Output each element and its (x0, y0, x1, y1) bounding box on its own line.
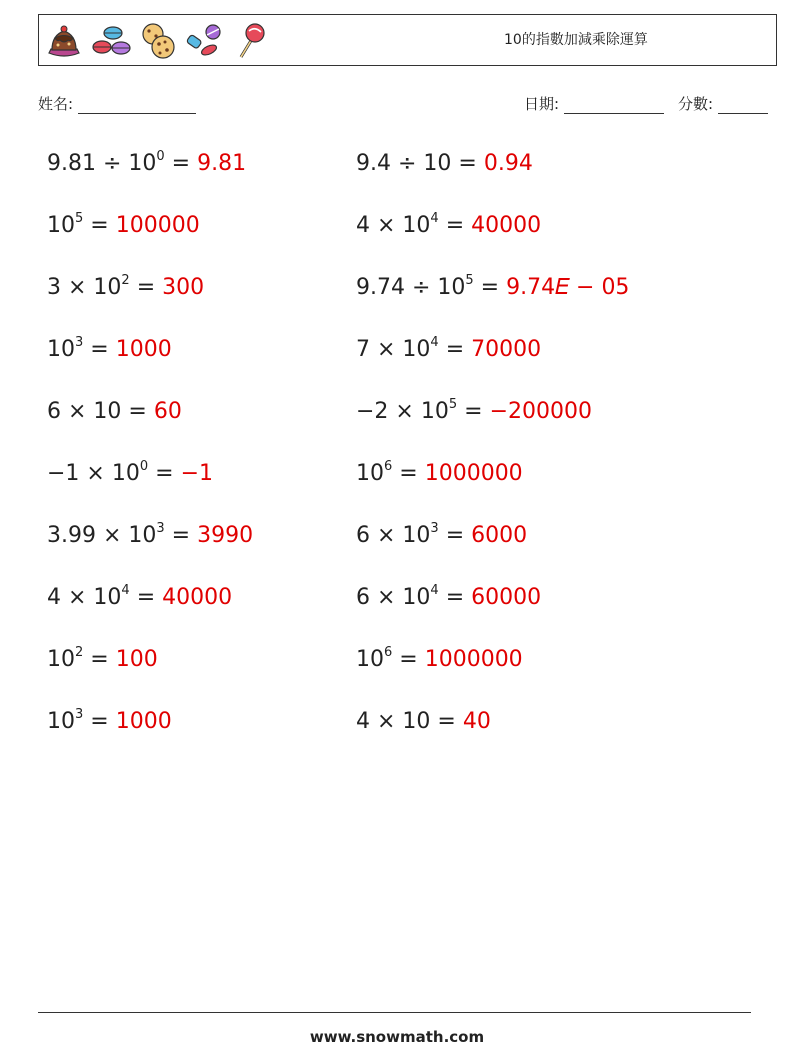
footer-divider (38, 1012, 751, 1013)
expression-text: = (438, 523, 472, 548)
problem-item (356, 567, 541, 629)
answer: 60 (153, 399, 182, 424)
problem-row (0, 505, 794, 567)
answer: −1 (180, 461, 213, 486)
problem-item (356, 381, 592, 443)
expression-text: = (148, 461, 181, 486)
exponent: 5 (465, 272, 474, 288)
problem-item (47, 443, 213, 505)
exponent: 4 (121, 582, 130, 598)
answer: 1000 (115, 337, 172, 362)
answer: 9.81 (197, 151, 247, 176)
problem-item (47, 319, 172, 381)
answer: 9.74𝐸 − 05 (506, 275, 630, 300)
expression-text: = (83, 647, 116, 672)
name-blank[interactable] (78, 99, 196, 114)
score-field (678, 93, 768, 114)
problem-item (47, 505, 253, 567)
expression-text: = (83, 337, 116, 362)
problem-row (0, 691, 794, 753)
exponent: 6 (384, 458, 393, 474)
answer: 1000000 (424, 461, 523, 486)
problem-item (47, 257, 204, 319)
worksheet-header (38, 14, 777, 66)
candies-icon (185, 23, 225, 59)
expression-text: 4 × 10 (356, 213, 431, 238)
problem-row (0, 133, 794, 195)
expression-text: 10 (47, 213, 75, 238)
problem-row (0, 443, 794, 505)
exponent: 4 (430, 210, 439, 226)
expression-text: = (457, 399, 490, 424)
problem-item (47, 133, 246, 195)
problem-item (356, 319, 541, 381)
problem-item (356, 257, 629, 319)
worksheet-title: 10的指數加減乘除運算 (504, 32, 648, 48)
exponent: 4 (430, 334, 439, 350)
expression-text: = (129, 585, 163, 610)
exponent: 2 (121, 272, 130, 288)
expression-text: 9.4 ÷ 10 = (356, 151, 484, 176)
date-blank[interactable] (564, 99, 664, 114)
expression-text: = (438, 213, 472, 238)
answer: 40000 (162, 585, 233, 610)
exponent: 5 (448, 396, 458, 412)
answer: 3990 (197, 523, 254, 548)
answer: 6000 (471, 523, 528, 548)
problem-item (47, 629, 158, 691)
exponent: 5 (75, 210, 84, 226)
expression-text: = (438, 585, 472, 610)
expression-text: = (392, 647, 425, 672)
expression-text: 3 × 10 (47, 275, 122, 300)
problem-row (0, 567, 794, 629)
expression-text: 6 × 10 (356, 523, 431, 548)
problem-row (0, 257, 794, 319)
expression-text: = (164, 151, 198, 176)
macarons-icon (91, 23, 131, 59)
chocolate-cake-icon (45, 23, 83, 59)
expression-text: 7 × 10 (356, 337, 431, 362)
answer: 70000 (471, 337, 542, 362)
expression-text: = (83, 709, 116, 734)
exponent: 2 (75, 644, 84, 660)
problem-item (356, 133, 533, 195)
problem-item (47, 381, 182, 443)
expression-text: 10 (47, 709, 75, 734)
exponent: 4 (430, 582, 439, 598)
answer: 40 (462, 709, 491, 734)
expression-text: 9.74 ÷ 10 (356, 275, 466, 300)
expression-text: = (83, 213, 116, 238)
exponent: 3 (156, 520, 165, 536)
lollipop-icon (233, 22, 267, 60)
expression-text: −1 × 10 (47, 461, 140, 486)
answer: −200000 (489, 399, 592, 424)
expression-text: 9.81 ÷ 10 (47, 151, 157, 176)
expression-text: −2 × 10 (356, 399, 449, 424)
problem-row (0, 629, 794, 691)
exponent: 6 (384, 644, 393, 660)
expression-text: 10 (356, 461, 384, 486)
answer: 1000000 (424, 647, 523, 672)
expression-text: = (164, 523, 198, 548)
footer-website: www.snowmath.com (309, 1028, 485, 1046)
expression-text: 6 × 10 (356, 585, 431, 610)
header-icons (45, 21, 267, 61)
problem-item (47, 195, 200, 257)
problem-item (356, 691, 491, 753)
expression-text: 6 × 10 = (47, 399, 154, 424)
problem-item (47, 691, 172, 753)
expression-text: = (392, 461, 425, 486)
answer: 300 (162, 275, 205, 300)
name-label: 姓名: (38, 95, 74, 113)
score-label: 分數: (678, 95, 714, 113)
expression-text: = (473, 275, 507, 300)
exponent: 3 (430, 520, 439, 536)
expression-text: 10 (47, 647, 75, 672)
answer: 100000 (115, 213, 200, 238)
expression-text: 3.99 × 10 (47, 523, 157, 548)
cookies-icon (139, 22, 177, 60)
name-field (38, 93, 196, 114)
expression-text: 4 × 10 (47, 585, 122, 610)
score-blank[interactable] (718, 99, 768, 114)
answer: 100 (115, 647, 158, 672)
date-label: 日期: (524, 95, 560, 113)
expression-text: = (129, 275, 163, 300)
problem-item (356, 629, 523, 691)
exponent: 0 (156, 148, 165, 164)
problem-item (356, 195, 541, 257)
problem-item (356, 505, 527, 567)
expression-text: 4 × 10 = (356, 709, 463, 734)
exponent: 0 (139, 458, 149, 474)
answer: 1000 (115, 709, 172, 734)
answer: 0.94 (483, 151, 533, 176)
problem-row (0, 195, 794, 257)
problem-row (0, 319, 794, 381)
expression-text: 10 (47, 337, 75, 362)
problem-item (356, 443, 523, 505)
problem-item (47, 567, 232, 629)
expression-text: 10 (356, 647, 384, 672)
problem-row (0, 381, 794, 443)
answer: 40000 (471, 213, 542, 238)
date-field (524, 93, 664, 114)
answer: 60000 (471, 585, 542, 610)
expression-text: = (438, 337, 472, 362)
exponent: 3 (75, 706, 84, 722)
exponent: 3 (75, 334, 84, 350)
